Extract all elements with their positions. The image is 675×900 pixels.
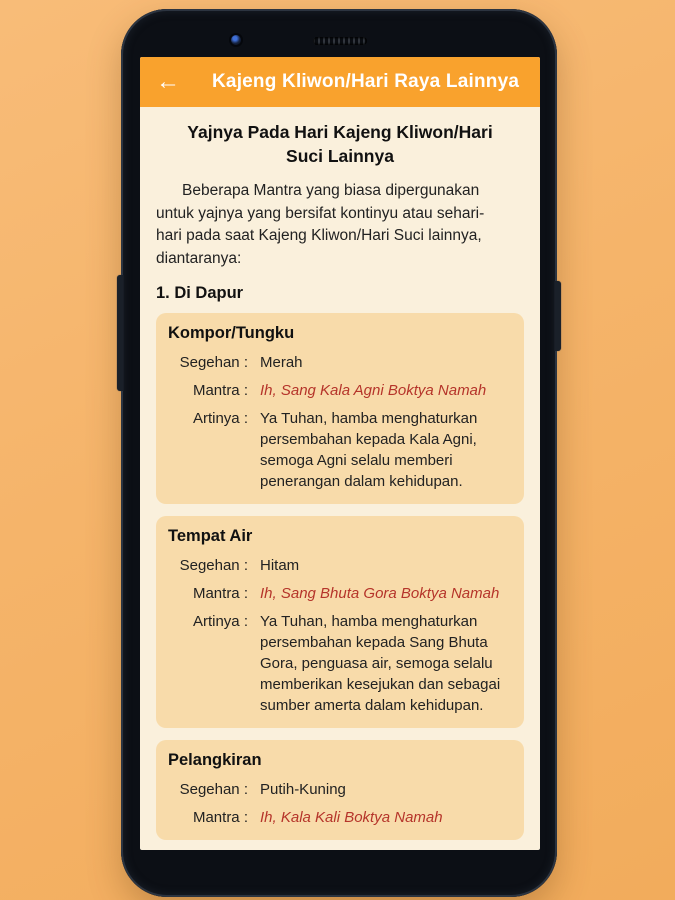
row-label: Mantra : <box>192 809 248 826</box>
mantra-row <box>168 807 512 828</box>
mantra-text: Ih, Kala Kali Boktya Namah <box>260 809 443 826</box>
row-value: Merah <box>260 354 303 371</box>
segehan-row <box>168 555 512 576</box>
intro-paragraph: Beberapa Mantra yang biasa dipergunakan untuk yajnya yang bersifat kontinyu atau sehari-hari pada saat Kajeng Kliwon/Hari Suci lainnya, diantaranya: <box>156 182 485 267</box>
artinya-row <box>168 408 512 492</box>
row-value: Putih-Kuning <box>260 781 346 798</box>
row-value: Hitam <box>260 557 300 574</box>
row-label: Segehan : <box>179 557 248 574</box>
volume-button <box>117 275 123 391</box>
app-bar <box>140 57 540 107</box>
card-pelangkiran <box>156 740 524 840</box>
row-value: Ya Tuhan, hamba menghaturkan persembahan kepada Kala Agni, semoga Agni selalu memberi penerangan dalam kehidupan. <box>260 410 478 490</box>
scroll-content[interactable] <box>140 107 540 850</box>
row-label: Artinya : <box>192 410 248 427</box>
card-title: Kompor/Tungku <box>168 324 295 342</box>
card-kompor-tungku <box>156 313 524 504</box>
row-label: Mantra : <box>192 382 248 399</box>
segehan-row <box>168 779 512 800</box>
mantra-row <box>168 583 512 604</box>
power-button <box>555 281 561 351</box>
row-label: Segehan : <box>179 354 248 371</box>
card-title: Pelangkiran <box>168 751 262 769</box>
card-title: Tempat Air <box>168 527 253 545</box>
front-camera-icon <box>231 35 241 45</box>
section-heading: 1. Di Dapur <box>156 284 244 302</box>
mantra-text: Ih, Sang Kala Agni Boktya Namah <box>260 382 487 399</box>
segehan-row <box>168 352 512 373</box>
back-arrow-icon[interactable]: ← <box>156 68 180 95</box>
speaker-grille-icon <box>313 37 367 45</box>
row-label: Artinya : <box>192 613 248 630</box>
row-label: Mantra : <box>192 585 248 602</box>
mantra-text: Ih, Sang Bhuta Gora Boktya Namah <box>260 585 500 602</box>
phone-screen <box>140 57 540 850</box>
card-tempat-air <box>156 516 524 728</box>
app-bar-title: Kajeng Kliwon/Hari Raya Lainnya <box>212 71 520 92</box>
row-label: Segehan : <box>179 781 248 798</box>
phone-frame <box>121 9 557 897</box>
mantra-row <box>168 380 512 401</box>
artinya-row <box>168 611 512 716</box>
row-value: Ya Tuhan, hamba menghaturkan persembahan kepada Sang Bhuta Gora, penguasa air, semoga selalu memberikan kesejukan dan sebagai sumber amerta dalam kehidupan. <box>260 613 501 714</box>
page-title: Yajnya Pada Hari Kajeng Kliwon/Hari Suci Lainnya <box>187 122 493 166</box>
